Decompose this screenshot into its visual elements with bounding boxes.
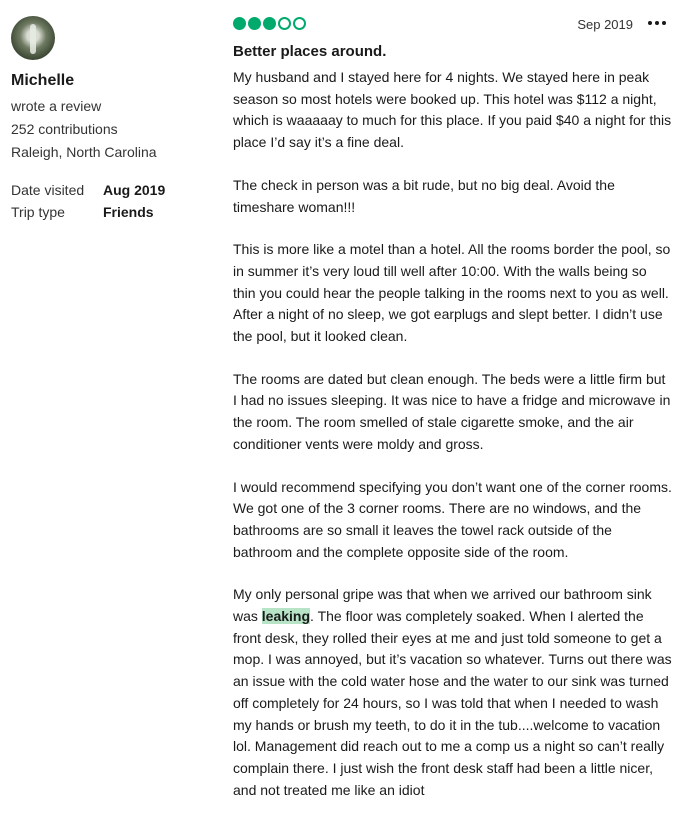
trip-type-row: [11, 204, 211, 220]
highlighted-keyword: leaking: [261, 608, 311, 625]
review-date: Sep 2019: [577, 17, 633, 32]
rating-bubble-empty: [293, 17, 306, 30]
rating-bubble-filled: [233, 17, 246, 30]
date-visited-label: Date visited: [11, 182, 85, 198]
paragraph-text-before: My only personal gripe was that when we arrived our bathroom sink was: [233, 586, 652, 625]
rating-bubble-filled: [248, 17, 261, 30]
more-options-icon[interactable]: [648, 21, 666, 25]
trip-type-label: Trip type: [11, 204, 65, 220]
review-paragraph: The rooms are dated but clean enough. The beds were a little firm but I had no issues sleeping. It was nice to have a fridge and microwave in the room. The room smelled of stale cigarette smoke, and the air conditioner vents were moldy and gross.: [233, 370, 671, 452]
trip-details: [11, 182, 211, 220]
review-action: wrote a review: [11, 98, 102, 114]
review-paragraph: I would recommend specifying you don’t want one of the corner rooms. We got one of the 3 corner rooms. There are no windows, and the bathrooms are so small it leaves the towel rack outside of the bathroom and the complete opposite side of the room.: [233, 478, 672, 560]
date-visited-value: Aug 2019: [103, 182, 166, 198]
trip-type-value: Friends: [103, 204, 154, 220]
review-paragraph: [233, 584, 673, 801]
review-content: [233, 17, 673, 822]
review-paragraph: This is more like a motel than a hotel. All the rooms border the pool, so in summer it’s very loud till well after 10:00. With the walls being so thin you could hear the people talking in the rooms next to you as well. After a night of no sleep, we got earplugs and slept better. I didn’t use the pool, but it looked clean.: [233, 241, 671, 345]
rating-bubble-filled: [263, 17, 276, 30]
review-title[interactable]: Better places around.: [233, 43, 387, 60]
review-paragraph: My husband and I stayed here for 4 nights. We stayed here in peak season so most hotels were booked up. This hotel was $112 a night, which is waaaaay to much for this place. If you paid $40 a night for this place I’d say it’s a fine deal.: [233, 69, 672, 151]
rating-bubble-empty: [278, 17, 291, 30]
reviewer-sidebar: [11, 16, 211, 226]
review-body: [233, 67, 673, 563]
date-visited-row: [11, 182, 211, 198]
avatar[interactable]: [11, 16, 55, 60]
reviewer-location: Raleigh, North Carolina: [11, 144, 157, 160]
paragraph-text-after: . The floor was completely soaked. When I alerted the front desk, they rolled their eyes at me and just told someone to get a mop. I was annoyed, but it’s vacation so whatever. Turns out there was an issue with the cold water hose and the water to our sink was turned off completely for 24 hours, so I was told that when I needed to wash my hands or brush my teeth, to do it in the tub....welcome to vacation lol. Management did reach out to me a comp us a night so can’t really complain there. I just wish the front desk staff had been a little nicer, and not treated me like an idiot: [233, 608, 672, 798]
contributions-count: 252 contributions: [11, 121, 118, 137]
rating-bubbles: [233, 17, 306, 30]
reviewer-name[interactable]: Michelle: [11, 72, 75, 89]
review-paragraph: The check in person was a bit rude, but no big deal. Avoid the timeshare woman!!!: [233, 176, 615, 215]
review-header: [233, 17, 673, 37]
